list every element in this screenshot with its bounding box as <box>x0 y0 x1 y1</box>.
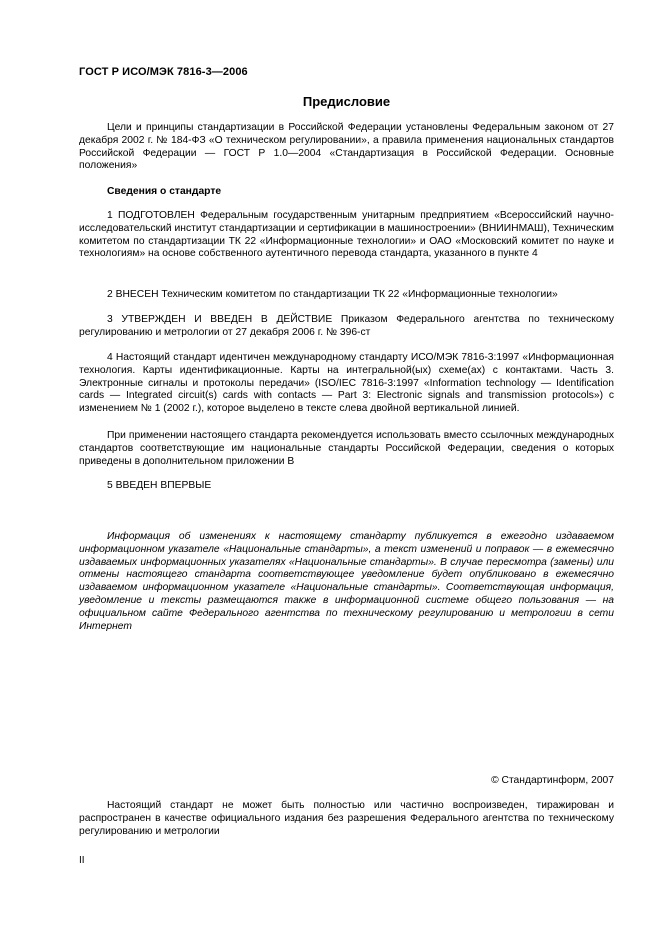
copyright-line: © Стандартинформ, 2007 <box>491 775 614 786</box>
page-number: II <box>79 855 85 866</box>
document-header: ГОСТ Р ИСО/МЭК 7816-3—2006 <box>79 66 248 78</box>
item-3-paragraph: 3 УТВЕРЖДЕН И ВВЕДЕН В ДЕЙСТВИЕ Приказом Федерального агентства по техническому регулированию и метрологии от 27 декабря 2006 г. № 396-ст <box>79 314 614 338</box>
page-title: Предисловие <box>302 94 391 109</box>
item-2-paragraph: 2 ВНЕСЕН Техническим комитетом по стандартизации ТК 22 «Информационные технологии» <box>107 289 558 300</box>
notice-paragraph: Информация об изменениях к настоящему стандарту публикуется в ежегодно издаваемом информационном указателе «Национальные стандарты», а текст изменений и поправок — в ежемесячно издаваемых информационных указателях «Национальные стандарты». В случае пересмотра (замены) или отмены настоящего стандарта соответствующее уведомление будет опубликовано в ежемесячно издаваемом информационном указателе «Национальные стандарты». Соответствующая информация, уведомление и тексты размещаются также в информационной системе общего пользования — на официальном сайте Федерального агентства по техническому регулированию и метрологии в сети Интернет <box>79 531 614 632</box>
item-1-paragraph: 1 ПОДГОТОВЛЕН Федеральным государственным унитарным предприятием «Всероссийский научно-исследовательский институт стандартизации и сертификации в машиностроении» (ВНИИНМАШ), Техническим комитетом по стандартизации ТК 22 «Информационные технологии» и ОАО «Московский комитет по науке и технологиям» на основе собственного аутентичного перевода стандарта, указанного в пункте 4 <box>79 210 614 260</box>
rights-paragraph: Настоящий стандарт не может быть полностью или частично воспроизведен, тиражирован и распространен в качестве официального издания без разрешения Федерального агентства по техническому регулированию и метрологии <box>79 800 614 837</box>
item-4-paragraph: 4 Настоящий стандарт идентичен международному стандарту ИСО/МЭК 7816-3:1997 «Информационная технология. Карты идентификационные. Карты на интегральной(ых) схеме(ах) с контактами. Часть 3. Электронные сигналы и протоколы передачи» (ISO/IEC 7816-3:1997 «Information technology — Identification cards — Integrated circuit(s) cards with contacts — Part 3: Electronic signals and transmission protocols») с изменением № 1 (2002 г.), которое выделено в тексте слева двойной вертикальной линией. <box>79 352 614 415</box>
item-5-paragraph: 5 ВВЕДЕН ВПЕРВЫЕ <box>107 480 212 491</box>
item-4-note-paragraph: При применении настоящего стандарта рекомендуется использовать вместо ссылочных международных стандартов соответствующие им национальные стандарты Российской Федерации, сведения о которых приведены в дополнительном приложении В <box>79 430 614 467</box>
intro-paragraph: Цели и принципы стандартизации в Российской Федерации установлены Федеральным законом от 27 декабря 2002 г. № 184-ФЗ «О техническом регулировании», а правила применения национальных стандартов Российской Федерации — ГОСТ Р 1.0—2004 «Стандартизация в Российской Федерации. Основные положения» <box>79 122 614 172</box>
section-subtitle: Сведения о стандарте <box>107 186 222 197</box>
